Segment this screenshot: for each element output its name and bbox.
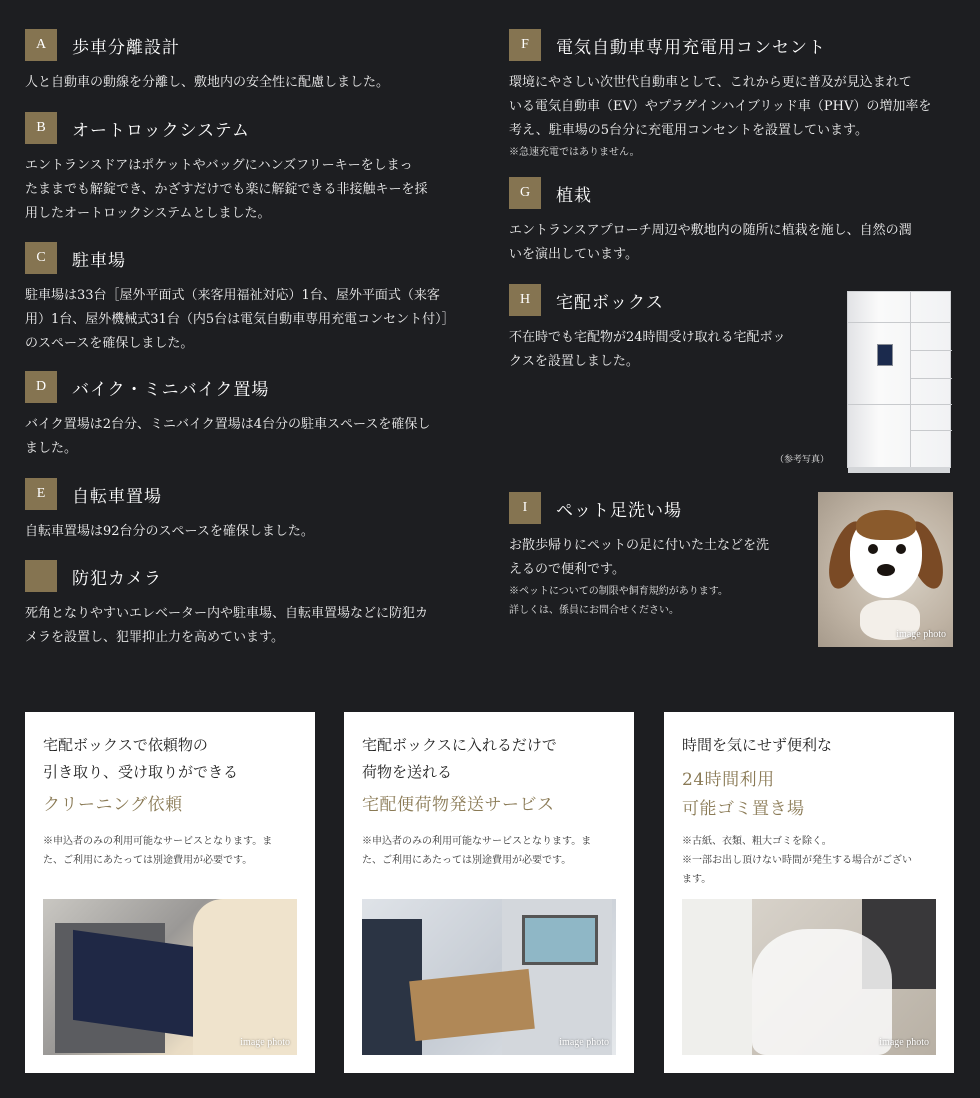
service-card-cleaning	[25, 712, 315, 1073]
feature-h	[509, 284, 829, 374]
card-note-line: ※一部お出し頂けない時間が発生する場合がござい	[682, 855, 912, 866]
feature-title: 自転車置場	[72, 486, 162, 507]
feature-text: 用したオートロックシステムとしました。	[25, 206, 271, 221]
cleaning-photo	[43, 899, 297, 1055]
feature-text: のスペースを確保しました。	[25, 336, 194, 351]
card-lead-line: 宅配ボックスで依頼物の	[43, 736, 208, 754]
locker-screen	[877, 344, 893, 366]
feature-text: 用）1台、屋外機械式31台（内5台は電気自動車専用充電コンセント付）］	[25, 312, 455, 327]
card-lead-line: 宅配ボックスに入れるだけで	[362, 736, 557, 754]
card-service-line: 宅配便荷物発送サービス	[362, 795, 555, 815]
card-note-line: ます。	[682, 874, 712, 885]
card-service	[362, 791, 622, 820]
feature-badge: D	[25, 371, 57, 403]
card-service-line: 可能ゴミ置き場	[682, 799, 805, 819]
card-lead-line: 時間を気にせず便利な	[682, 736, 833, 754]
photo-caption: image photo	[559, 1037, 609, 1048]
card-lead	[682, 732, 942, 759]
feature-title: 宅配ボックス	[556, 292, 664, 313]
feature-text: 不在時でも宅配物が24時間受け取れる宅配ボッ	[509, 330, 786, 345]
feature-text: えるので便利です。	[509, 562, 625, 577]
feature-title: 植栽	[556, 185, 592, 206]
card-note-line: た、ご利用にあたっては別途費用が必要です。	[362, 855, 572, 866]
pet-photo	[818, 492, 953, 647]
card-lead-line: 荷物を送れる	[362, 763, 453, 781]
feature-text: 死角となりやすいエレベーター内や駐車場、自転車置場などに防犯カ	[25, 606, 429, 621]
feature-title: 歩車分離設計	[72, 37, 180, 58]
feature-d	[25, 371, 480, 461]
feature-text: メラを設置し、犯罪抑止力を高めています。	[25, 630, 284, 645]
feature-badge: E	[25, 478, 57, 510]
feature-title: 駐車場	[72, 250, 126, 271]
feature-text: 自転車置場は92台分のスペースを確保しました。	[25, 524, 314, 539]
feature-c	[25, 242, 480, 356]
feature-title: バイク・ミニバイク置場	[72, 379, 270, 400]
feature-badge: H	[509, 284, 541, 316]
card-note-line: た、ご利用にあたっては別途費用が必要です。	[43, 855, 253, 866]
feature-title: 電気自動車専用充電用コンセント	[556, 37, 826, 58]
feature-badge: F	[509, 29, 541, 61]
feature-text: 環境にやさしい次世代自動車として、これから更に普及が見込まれて	[509, 75, 912, 90]
card-lead	[362, 732, 622, 786]
feature-text: たままでも解錠でき、かざすだけでも楽に解錠できる非接触キーを採	[25, 182, 428, 197]
feature-text: エントランスアプローチ周辺や敷地内の随所に植栽を施し、自然の潤	[509, 223, 912, 238]
card-notes	[43, 832, 299, 870]
feature-note: 詳しくは、係員にお問合せください。	[509, 605, 679, 616]
feature-title: オートロックシステム	[72, 120, 250, 141]
feature-f	[509, 29, 957, 162]
photo-caption: image photo	[896, 629, 946, 640]
card-service	[43, 791, 303, 820]
card-lead-line: 引き取り、受け取りができる	[43, 763, 239, 781]
feature-text: お散歩帰りにペットの足に付いた土などを洗	[509, 538, 770, 553]
feature-badge: G	[509, 177, 541, 209]
service-card-garbage	[664, 712, 954, 1073]
feature-note: ※ペットについての制限や飼育規約があります。	[509, 586, 728, 597]
card-service-line: クリーニング依頼	[43, 795, 183, 815]
feature-text: 人と自動車の動線を分離し、敷地内の安全性に配慮しました。	[25, 75, 390, 90]
card-service-line: 24時間利用	[682, 770, 775, 790]
feature-badge: I	[509, 492, 541, 524]
feature-text: エントランスドアはポケットやバッグにハンズフリーキーをしまっ	[25, 158, 413, 173]
feature-title: ペット足洗い場	[556, 500, 682, 521]
card-note-line: ※申込者のみの利用可能なサービスとなります。ま	[43, 836, 273, 847]
feature-text: バイク置場は2台分、ミニバイク置場は4台分の駐車スペースを確保し	[25, 417, 431, 432]
feature-text: 考え、駐車場の5台分に充電用コンセントを設置しています。	[509, 123, 869, 138]
feature-text: いを演出しています。	[509, 247, 638, 262]
feature-a	[25, 29, 480, 95]
feature-badge: A	[25, 29, 57, 61]
feature-badge	[25, 560, 57, 592]
card-lead	[43, 732, 303, 786]
feature-text: ました。	[25, 441, 78, 456]
feature-badge: B	[25, 112, 57, 144]
service-card-shipping	[344, 712, 634, 1073]
shipping-photo	[362, 899, 616, 1055]
feature-i	[509, 492, 809, 620]
card-service	[682, 766, 942, 824]
garbage-photo	[682, 899, 936, 1055]
feature-title: 防犯カメラ	[72, 568, 162, 589]
feature-g	[509, 177, 957, 267]
locker-caption: （参考写真）	[775, 455, 830, 465]
feature-b	[25, 112, 480, 226]
feature-note: ※急速充電ではありません。	[509, 147, 640, 158]
photo-caption: image photo	[879, 1037, 929, 1048]
feature-text: 駐車場は33台［屋外平面式（来客用福祉対応）1台、屋外平面式（来客	[25, 288, 440, 303]
feature-e	[25, 478, 480, 544]
delivery-box-photo	[847, 291, 951, 468]
feature-text: いる電気自動車（EV）やプラグインハイブリッド車（PHV）の増加率を	[509, 99, 932, 114]
feature-text: クスを設置しました。	[509, 354, 639, 369]
card-notes	[682, 832, 938, 889]
card-notes	[362, 832, 618, 870]
card-note-line: ※申込者のみの利用可能なサービスとなります。ま	[362, 836, 592, 847]
card-note-line: ※古紙、衣類、粗大ゴミを除く。	[682, 836, 832, 847]
feature-camera	[25, 560, 480, 650]
feature-badge: C	[25, 242, 57, 274]
photo-caption: image photo	[240, 1037, 290, 1048]
